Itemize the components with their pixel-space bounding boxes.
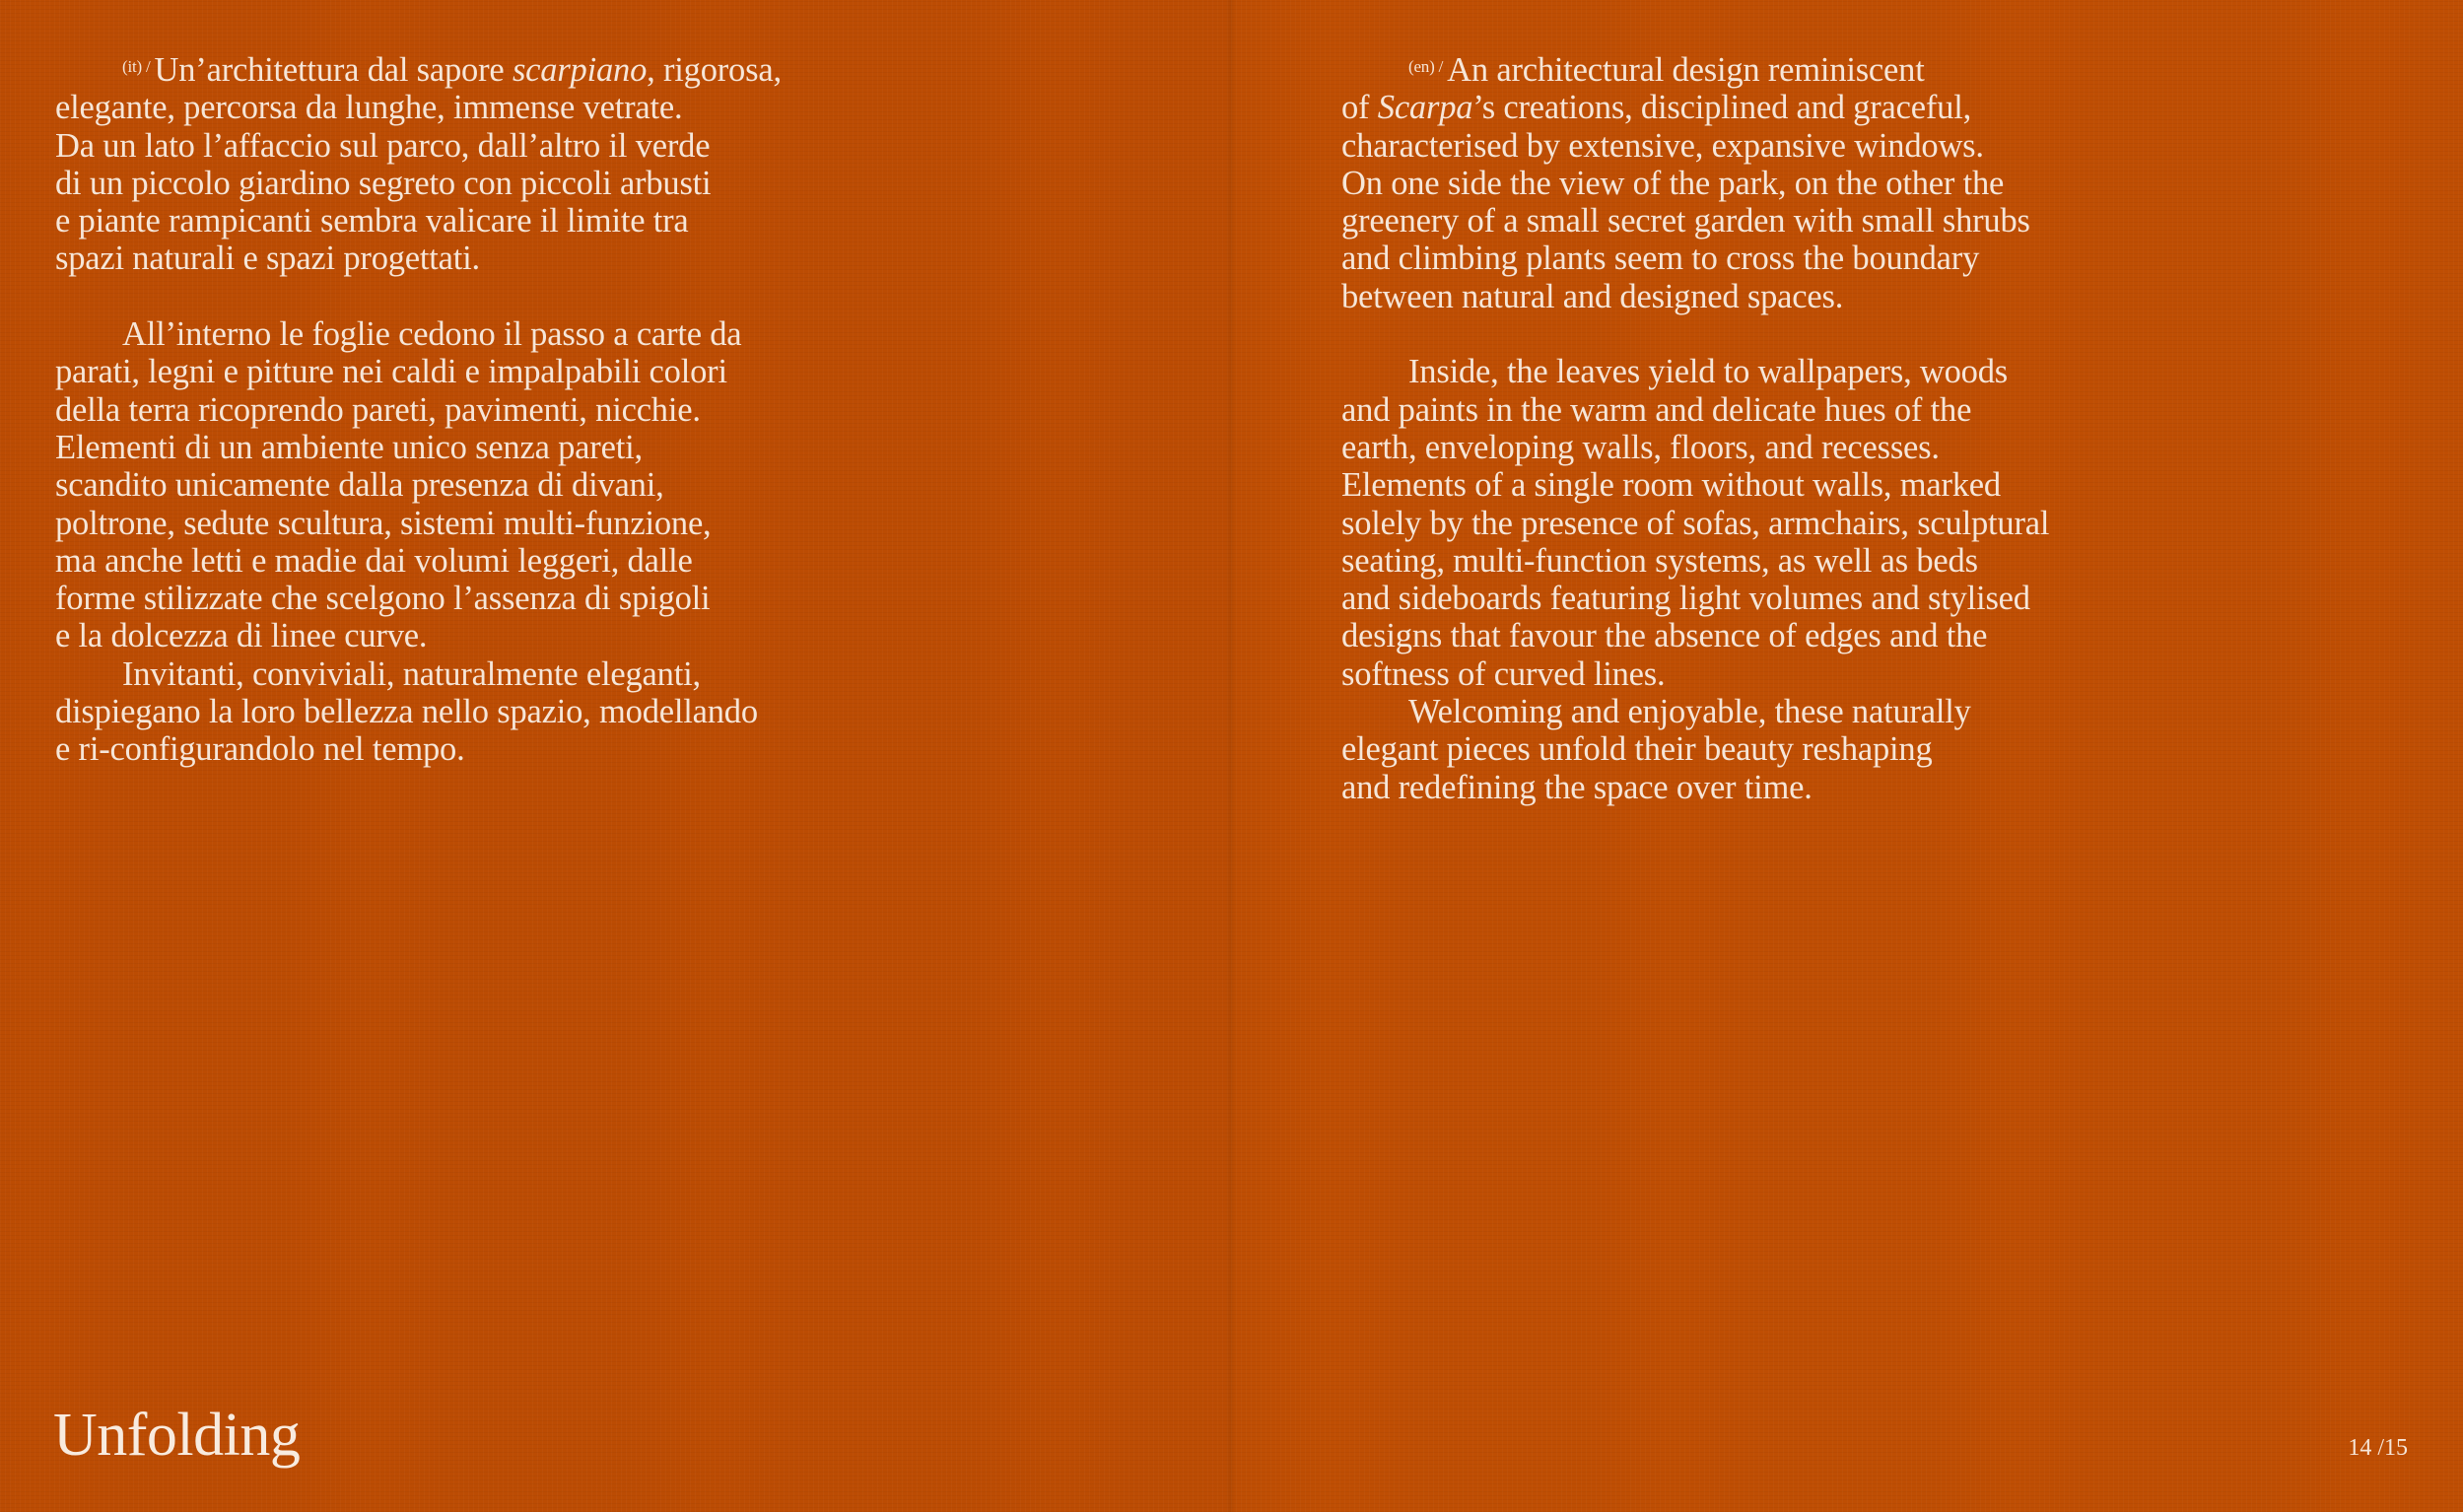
text-line: elegant pieces unfold their beauty reshaping <box>1341 730 1933 769</box>
text-line: dispiegano la loro bellezza nello spazio, modellando <box>55 693 758 731</box>
text-line: seating, multi-function systems, as well as beds <box>1341 541 1978 580</box>
english-text-column <box>1341 48 2189 806</box>
text-segment: Un’architettura dal sapore <box>154 51 513 89</box>
italian-paragraph-1 <box>55 48 883 278</box>
language-marker-it: (it) / <box>122 57 151 76</box>
text-line: Welcoming and enjoyable, these naturally <box>1408 693 1971 731</box>
text-line: di un piccolo giardino segreto con piccoli arbusti <box>55 164 712 202</box>
page-number: 14 /15 <box>2348 1435 2408 1461</box>
text-line: On one side the view of the park, on the other the <box>1341 164 2005 202</box>
section-title: Unfolding <box>53 1402 301 1469</box>
italian-text-column <box>55 48 883 769</box>
language-marker-en: (en) / <box>1408 57 1444 76</box>
text-line: solely by the presence of sofas, armchairs, sculptural <box>1341 504 2050 542</box>
text-line: elegante, percorsa da lunghe, immense vetrate. <box>55 89 683 127</box>
text-line: scandito unicamente dalla presenza di divani, <box>55 466 664 505</box>
page-gutter <box>1226 0 1236 1512</box>
text-line: poltrone, sedute scultura, sistemi multi-funzione, <box>55 504 712 542</box>
text-line: e ri-configurandolo nel tempo. <box>55 730 465 769</box>
text-line: designs that favour the absence of edges and the <box>1341 617 1988 655</box>
text-segment: of <box>1341 89 1378 127</box>
english-paragraph-1 <box>1341 48 2189 315</box>
text-line: forme stilizzate che scelgono l’assenza di spigoli <box>55 580 711 618</box>
italian-paragraph-2 <box>55 315 883 655</box>
text-line: softness of curved lines. <box>1341 654 1666 693</box>
text-line: and sideboards featuring light volumes and stylised <box>1341 580 2030 618</box>
text-line <box>1341 89 2189 126</box>
text-line: Invitanti, conviviali, naturalmente eleganti, <box>122 654 701 693</box>
text-line: parati, legni e pitture nei caldi e impalpabili colori <box>55 353 727 391</box>
italic-term: Scarpa <box>1377 89 1473 127</box>
text-line <box>55 48 883 89</box>
text-line: e la dolcezza di linee curve. <box>55 617 428 655</box>
text-line: and redefining the space over time. <box>1341 768 1813 806</box>
english-paragraph-2 <box>1341 353 2189 693</box>
text-line: Inside, the leaves yield to wallpapers, woods <box>1408 353 2009 391</box>
italian-paragraph-3 <box>55 655 883 769</box>
text-line: Da un lato l’affaccio sul parco, dall’altro il verde <box>55 126 711 165</box>
text-segment: ’s creations, disciplined and graceful, <box>1472 89 1972 127</box>
text-line: Elementi di un ambiente unico senza pareti, <box>55 428 643 466</box>
text-line: between natural and designed spaces. <box>1341 277 1844 315</box>
text-line: spazi naturali e spazi progettati. <box>55 240 480 278</box>
text-line: characterised by extensive, expansive windows. <box>1341 126 1984 165</box>
text-line: ma anche letti e madie dai volumi leggeri, dalle <box>55 541 693 580</box>
text-line: earth, enveloping walls, floors, and recesses. <box>1341 428 1940 466</box>
text-segment: An architectural design reminiscent <box>1447 51 1925 89</box>
text-line: All’interno le foglie cedono il passo a carte da <box>122 315 742 354</box>
text-line <box>1341 48 2189 89</box>
text-segment: , rigorosa, <box>647 51 782 89</box>
text-line: Elements of a single room without walls, marked <box>1341 466 2001 505</box>
text-line: e piante rampicanti sembra valicare il limite tra <box>55 202 689 241</box>
paragraph-gap <box>1341 315 2189 353</box>
text-line: della terra ricoprendo pareti, pavimenti, nicchie. <box>55 390 701 429</box>
paragraph-gap <box>55 278 883 315</box>
text-line: greenery of a small secret garden with small shrubs <box>1341 202 2030 241</box>
english-paragraph-3 <box>1341 693 2189 806</box>
italic-term: scarpiano <box>512 51 648 89</box>
text-line: and climbing plants seem to cross the boundary <box>1341 240 1980 278</box>
text-line: and paints in the warm and delicate hues of the <box>1341 390 1972 429</box>
